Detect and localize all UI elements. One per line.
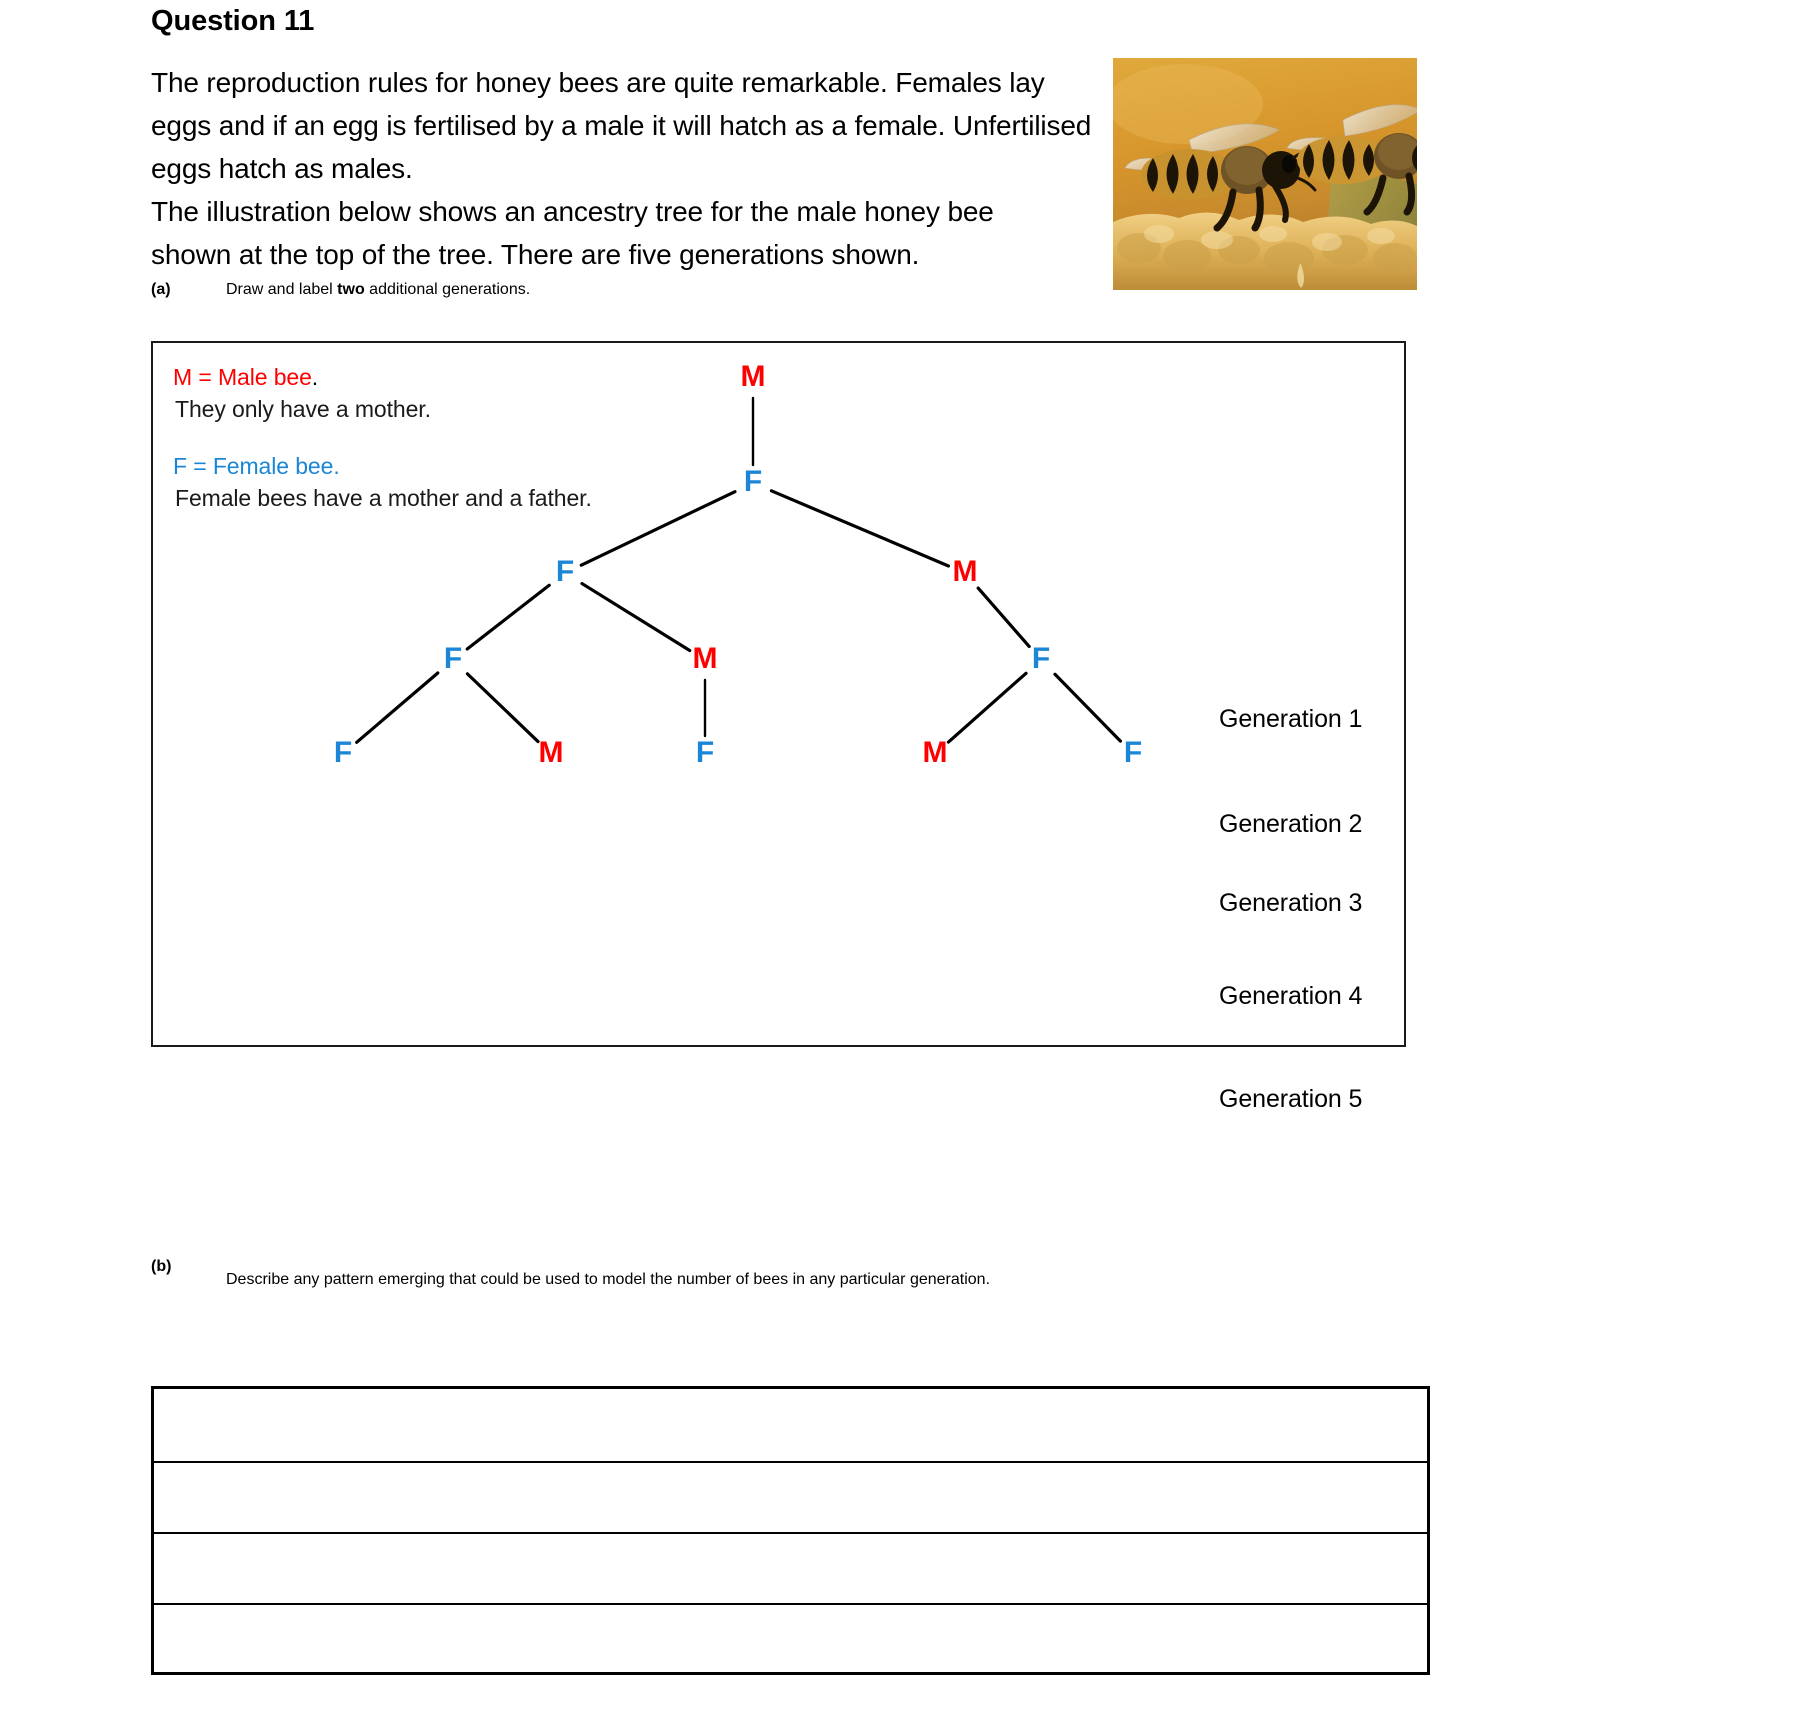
tree-edge [467, 585, 549, 649]
tree-node-male-gen5: M [538, 735, 564, 769]
tree-edge [948, 673, 1026, 742]
page-title: Question 11 [151, 5, 315, 37]
intro-paragraph-2: The illustration below shows an ancestry tree for the male honey bee shown at the top of the tree. There are five generations shown. [151, 196, 994, 270]
answer-box[interactable] [151, 1386, 1430, 1675]
tree-edge [467, 674, 538, 742]
tree-edge [581, 492, 735, 566]
generation-label-4: Generation 4 [1219, 982, 1363, 1010]
tree-edge-group [357, 398, 1121, 742]
generation-label-1: Generation 1 [1219, 705, 1363, 733]
tree-edge [1055, 674, 1120, 741]
part-a-text-after: additional generations. [364, 281, 531, 298]
tree-edge [582, 584, 690, 651]
part-b-label: (b) [151, 1258, 172, 1275]
ancestry-tree-diagram [151, 341, 1406, 1113]
tree-node-male-gen4: M [692, 641, 718, 675]
part-b-text: Describe any pattern emerging that could be used to model the number of bees in any particular generation. [226, 1271, 991, 1288]
legend-male-key: M = Male bee [173, 364, 312, 390]
generation-label-2: Generation 2 [1219, 810, 1363, 838]
part-a-label: (a) [151, 281, 171, 298]
intro-paragraph-1: The reproduction rules for honey bees are quite remarkable. Females lay eggs and if an egg is fertilised by a male it will hatch as a female. Unfertilised eggs hatch as males. [151, 67, 1092, 184]
tree-node-female-gen5: F [333, 735, 353, 769]
legend-female-key: F = Female bee [173, 453, 334, 479]
honey-bee-photo [1113, 58, 1417, 290]
tree-node-male-gen3: M [952, 554, 978, 588]
tree-node-female-gen3: F [555, 554, 575, 588]
part-a-text-before: Draw and label [226, 281, 338, 298]
generation-label-3: Generation 3 [1219, 889, 1363, 917]
answer-line-divider-3 [154, 1603, 1427, 1605]
tree-node-female-gen4: F [443, 641, 463, 675]
legend-male-period: . [311, 364, 319, 390]
legend-female-description: Female bees have a mother and a father. [175, 485, 592, 511]
legend-male-description: They only have a mother. [175, 396, 431, 422]
answer-line-divider-1 [154, 1461, 1427, 1463]
legend-female-period: . [333, 453, 340, 479]
tree-edge [978, 588, 1029, 646]
tree-edge [357, 673, 438, 742]
tree-node-female-gen5: F [695, 735, 715, 769]
tree-node-female-gen2: F [743, 464, 763, 498]
tree-node-male-gen1: M [740, 359, 766, 393]
tree-edge [771, 491, 948, 566]
tree-node-female-gen5: F [1123, 735, 1143, 769]
ancestry-tree-svg [153, 343, 1404, 1045]
generation-label-5: Generation 5 [1219, 1085, 1363, 1113]
tree-node-female-gen4: F [1031, 641, 1051, 675]
tree-node-male-gen5: M [922, 735, 948, 769]
tree-node-group [334, 360, 1142, 769]
part-a-text-bold: two [337, 281, 365, 298]
answer-line-divider-2 [154, 1532, 1427, 1534]
part-a-text [226, 281, 530, 299]
